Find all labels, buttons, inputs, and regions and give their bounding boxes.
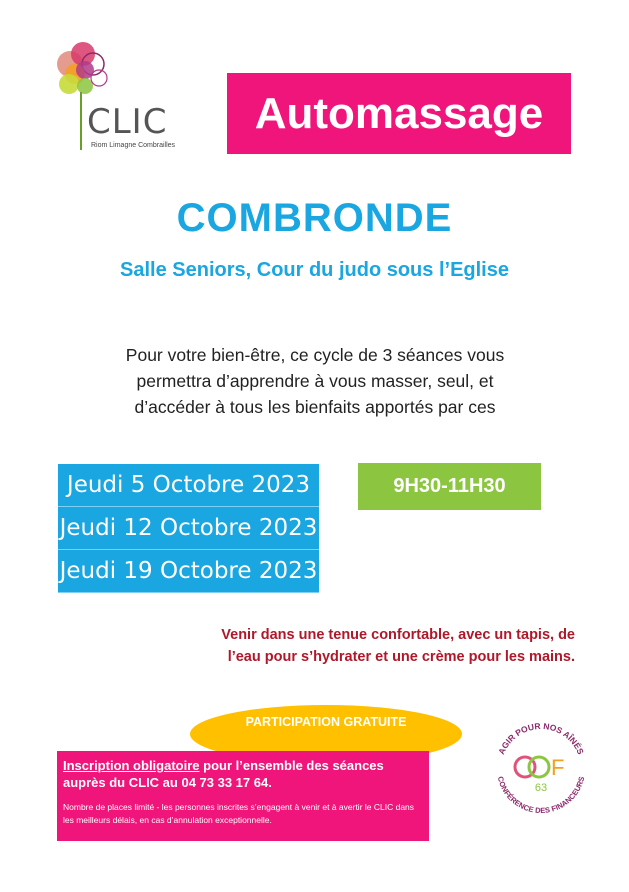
logo-subtitle: Riom Limagne Combrailles <box>91 142 176 149</box>
intro-paragraph <box>90 342 540 420</box>
registration-text <box>63 757 423 791</box>
advice-line: Venir dans une tenue confortable, avec un tapis, de <box>221 627 575 643</box>
intro-line: Pour votre bien-être, ce cycle de 3 séances vous <box>125 345 505 365</box>
page-title: Automassage <box>227 73 571 154</box>
seal-top-text: AGIR POUR NOS AÎNÉS <box>496 720 586 756</box>
registration-note: Nombre de places limité - les personnes inscrites s’engagent à venir et à avertir le CLIC dans les meilleurs délais, en cas d’annulation exceptionnelle. <box>63 802 415 825</box>
participation-badge: PARTICIPATION GRATUITE <box>190 705 462 763</box>
cdf-seal <box>487 715 595 823</box>
session-dates <box>58 464 319 593</box>
svg-text:F: F <box>551 755 565 780</box>
session-time: 9H30-11H30 <box>358 463 541 510</box>
svg-text:AGIR POUR NOS AÎNÉS <box>496 721 586 756</box>
location-subtitle: Salle Seniors, Cour du judo sous l’Eglise <box>120 259 509 281</box>
intro-line: d’accéder à tous les bienfaits apportés par ces <box>134 397 496 417</box>
date-item: Jeudi 19 Octobre 2023 <box>58 550 319 593</box>
registration-rest: pour l’ensemble des séances <box>199 758 384 773</box>
date-item: Jeudi 12 Octobre 2023 <box>58 507 319 550</box>
advice-text <box>160 624 575 668</box>
registration-phone: auprès du CLIC au 04 73 33 17 64. <box>63 775 272 790</box>
cdf-seal-icon <box>487 715 595 823</box>
seal-number: 63 <box>534 782 548 794</box>
city-heading: COMBRONDE <box>176 196 453 240</box>
logo-name: CLIC <box>87 102 168 142</box>
registration-required: Inscription obligatoire <box>63 758 200 773</box>
seal-bottom-text: CONFÉRENCE DES FINANCEURS <box>495 775 587 816</box>
intro-line: permettra d’apprendre à vous masser, seul, et <box>136 371 494 391</box>
advice-line: l’eau pour s’hydrater et une crème pour les mains. <box>227 649 575 665</box>
clic-logo <box>55 42 185 154</box>
registration-box <box>57 751 429 841</box>
date-item: Jeudi 5 Octobre 2023 <box>58 464 319 507</box>
